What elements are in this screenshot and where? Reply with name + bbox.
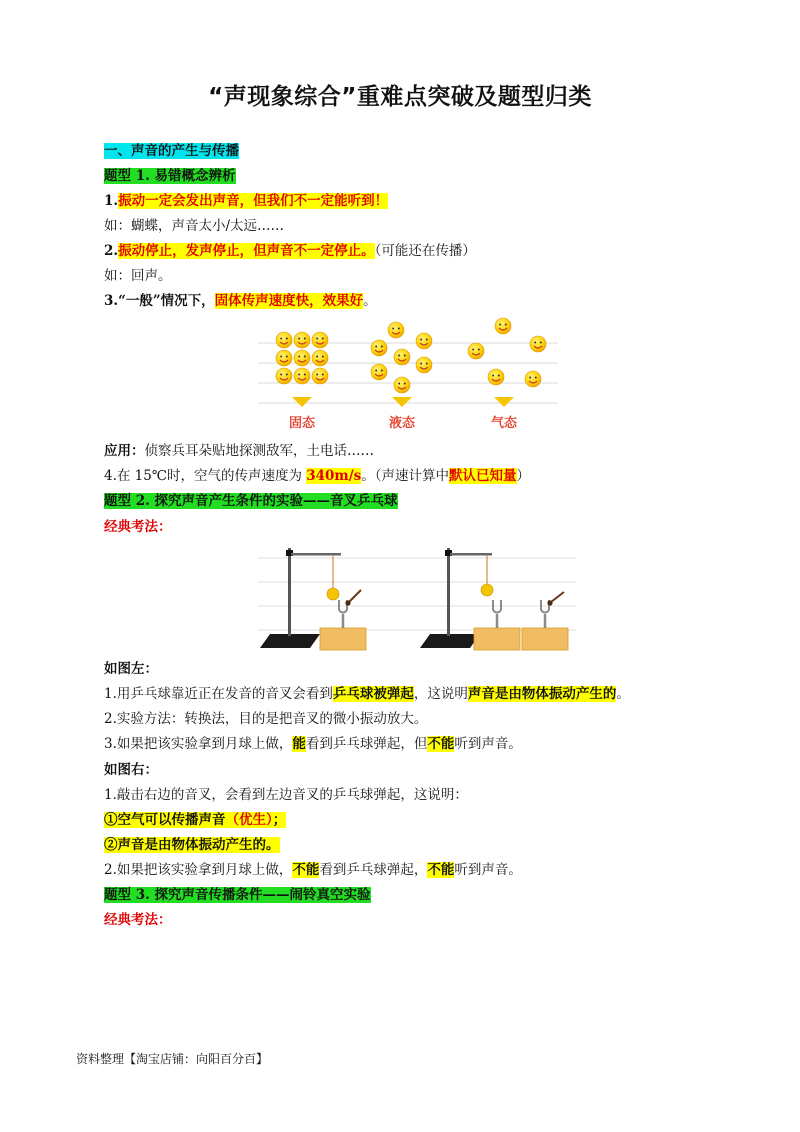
right-point-1a-end: ； bbox=[272, 812, 287, 828]
left-figure-heading: 如图左： bbox=[104, 661, 158, 677]
point-2-example: 如：回声。 bbox=[104, 268, 172, 284]
right-setup bbox=[420, 548, 568, 650]
point-4-suffix: ） bbox=[516, 468, 530, 484]
solid-label: 固态 bbox=[288, 416, 316, 431]
left-point-1-c: ，这说明 bbox=[413, 686, 468, 702]
liquid-particles bbox=[371, 322, 432, 393]
classic-method-label-2: 经典考法： bbox=[104, 912, 172, 928]
point-1-text: 振动一定会发出声音，但我们不一定能听到！ bbox=[118, 193, 389, 209]
point-4-prefix: 4.在 15℃时，空气的传声速度为 bbox=[104, 468, 307, 484]
left-point-1-a: 1.用乒乓球靠近正在发音的音叉会看到 bbox=[104, 686, 333, 702]
point-3 bbox=[104, 292, 377, 310]
application-label: 应用： bbox=[104, 443, 145, 459]
point-2-number: 2. bbox=[104, 243, 119, 259]
tuning-fork-figure bbox=[258, 540, 576, 652]
left-point-3 bbox=[104, 735, 522, 753]
cannot-highlight: 不能 bbox=[427, 736, 455, 752]
classic-method-label: 经典考法： bbox=[104, 519, 172, 535]
point-3-text: 固体传声速度快，效果好 bbox=[214, 293, 364, 309]
left-point-3-e: 听到声音。 bbox=[454, 736, 522, 752]
down-arrows bbox=[292, 397, 514, 407]
gas-label: 气态 bbox=[490, 416, 518, 431]
left-point-3-c: 看到乒乓球弹起，但 bbox=[305, 736, 428, 752]
left-setup bbox=[260, 548, 366, 650]
air-transmits-sound-highlight bbox=[104, 812, 286, 828]
point-4-middle: 。（声速计算中 bbox=[361, 468, 449, 484]
page-title: “声现象综合”重难点突破及题型归类 bbox=[208, 84, 592, 110]
solid-particles bbox=[276, 332, 328, 384]
vibration-produces-sound-highlight: ②声音是由物体振动产生的。 bbox=[104, 837, 280, 853]
cannot-hear-highlight: 不能 bbox=[427, 862, 455, 878]
cannot-see-highlight: 不能 bbox=[292, 862, 320, 878]
right-figure-heading: 如图右： bbox=[104, 762, 158, 778]
question-type-1-heading bbox=[104, 167, 236, 185]
question-type-2-text: 题型 2. 探究声音产生条件的实验——音叉乒乓球 bbox=[104, 493, 398, 509]
right-point-2 bbox=[104, 861, 522, 879]
point-2 bbox=[104, 242, 476, 260]
sound-speed-value: 340m/s bbox=[306, 468, 362, 484]
point-3-suffix: 。 bbox=[363, 293, 377, 309]
can-highlight: 能 bbox=[292, 736, 306, 752]
states-of-matter-figure bbox=[258, 315, 558, 433]
gas-particles bbox=[468, 318, 546, 387]
liquid-label: 液态 bbox=[388, 416, 416, 431]
application-line bbox=[104, 442, 374, 460]
right-point-2-a: 2.如果把该实验拿到月球上做， bbox=[104, 862, 293, 878]
section-heading-text: 一、声音的产生与传播 bbox=[104, 143, 239, 159]
application-text: 侦察兵耳朵贴地探测敌军，土电话…… bbox=[144, 443, 374, 459]
left-point-3-a: 3.如果把该实验拿到月球上做， bbox=[104, 736, 293, 752]
left-point-2: 2.实验方法：转换法，目的是把音叉的微小振动放大。 bbox=[104, 711, 428, 727]
section-heading-1 bbox=[104, 142, 239, 160]
point-3-prefix: 3.“一般”情况下， bbox=[104, 293, 215, 309]
advanced-student-note: （优生） bbox=[225, 812, 273, 828]
left-point-1 bbox=[104, 685, 630, 703]
right-point-1a-text: ①空气可以传播声音 bbox=[104, 812, 226, 828]
right-point-2-c: 看到乒乓球弹起， bbox=[319, 862, 428, 878]
question-type-3-heading bbox=[104, 886, 371, 904]
left-point-1-e: 。 bbox=[616, 686, 630, 702]
point-2-text: 振动停止，发声停止，但声音不一定停止。 bbox=[118, 243, 375, 259]
question-type-2-heading bbox=[104, 492, 398, 510]
page-footer: 资料整理【淘宝店铺：向阳百分百】 bbox=[76, 1052, 269, 1066]
question-type-3-text: 题型 3. 探究声音传播条件——闹铃真空实验 bbox=[104, 887, 371, 903]
point-1-example: 如：蝴蝶，声音太小/太远…… bbox=[104, 218, 285, 234]
point-1 bbox=[104, 192, 388, 210]
right-point-1a bbox=[104, 811, 286, 829]
point-2-note: （可能还在传播） bbox=[374, 243, 476, 259]
question-type-1-text: 题型 1. 易错概念辨析 bbox=[104, 168, 236, 184]
right-point-1b bbox=[104, 836, 280, 854]
vibration-conclusion-highlight: 声音是由物体振动产生的 bbox=[467, 686, 617, 702]
point-1-number: 1. bbox=[104, 193, 119, 209]
right-point-2-e: 听到声音。 bbox=[454, 862, 522, 878]
ruled-lines bbox=[258, 558, 576, 630]
point-4 bbox=[104, 467, 530, 485]
known-quantity: 默认已知量 bbox=[449, 468, 517, 484]
ball-bounced-highlight: 乒乓球被弹起 bbox=[332, 686, 414, 702]
right-point-1: 1.敲击右边的音叉，会看到左边音叉的乒乓球弹起，这说明： bbox=[104, 787, 468, 803]
